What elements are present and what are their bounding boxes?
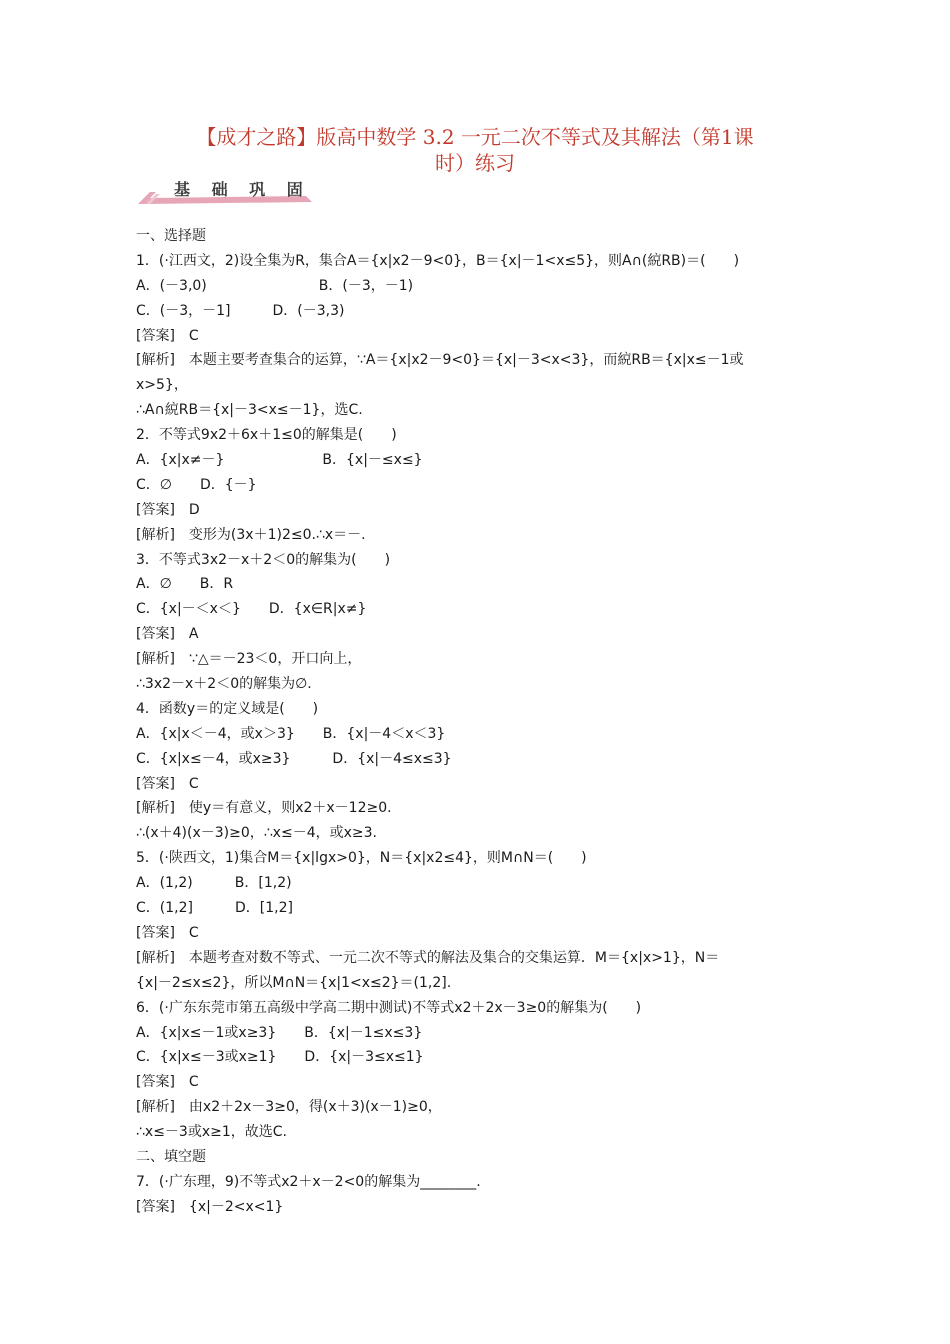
text-line: [解析] 由x2＋2x－3≥0，得(x＋3)(x－1)≥0， bbox=[136, 1099, 442, 1116]
text-line: C．∅ D．{－} bbox=[136, 476, 257, 493]
text-line: 2．不等式9x2＋6x＋1≤0的解集是( ) bbox=[136, 427, 397, 444]
text-line: x>5}， bbox=[136, 377, 188, 394]
text-line: [答案] C bbox=[136, 924, 199, 941]
text-line: ∴3x2－x＋2＜0的解集为∅. bbox=[136, 676, 312, 693]
text-line: [解析] ∵△＝－23＜0，开口向上， bbox=[136, 651, 362, 668]
text-line: {x|－2≤x≤2}，所以M∩N＝{x|1<x≤2}＝(1,2]. bbox=[136, 974, 452, 991]
text-line: 二、填空题 bbox=[136, 1148, 206, 1165]
text-line: A．{x|x≠－} B．{x|－≤x≤} bbox=[136, 452, 423, 469]
banner-label: 基 础 巩 固 bbox=[174, 180, 311, 199]
text-line: 5．(·陕西文，1)集合M＝{x|lgx>0}，N＝{x|x2≤4}，则M∩N＝( ) bbox=[136, 850, 587, 867]
text-line: [解析] 本题主要考查集合的运算，∵A＝{x|x2－9<0}＝{x|－3<x<3}，而綂RB＝{x|x≤－1或 bbox=[136, 352, 744, 369]
text-line: 4．函数y＝的定义域是( ) bbox=[136, 700, 319, 717]
text-line: [答案] C bbox=[136, 775, 199, 792]
text-line: 6．(·广东东莞市第五高级中学高二期中测试)不等式x2＋2x－3≥0的解集为( ) bbox=[136, 999, 642, 1016]
text-line: A．(1,2) B．[1,2) bbox=[136, 875, 292, 892]
section-banner bbox=[136, 176, 316, 206]
text-line: [答案] {x|－2<x<1} bbox=[136, 1198, 284, 1215]
text-line: C．{x|x≤－4，或x≥3} D．{x|－4≤x≤3} bbox=[136, 750, 452, 767]
text-line: [答案] C bbox=[136, 327, 199, 344]
text-line: 1．(·江西文，2)设全集为R，集合A＝{x|x2－9<0}，B＝{x|－1<x≤5}，则A∩(綂RB)＝( ) bbox=[136, 252, 740, 269]
text-line: [答案] C bbox=[136, 1074, 199, 1091]
text-line: [解析] 使y＝有意义，则x2＋x－12≥0. bbox=[136, 800, 392, 817]
text-line: 一、选择题 bbox=[136, 228, 206, 244]
text-line: ∴x≤－3或x≥1，故选C. bbox=[136, 1124, 287, 1141]
text-line: [答案] D bbox=[136, 501, 200, 518]
text-line: A．{x|x≤－1或x≥3} B．{x|－1≤x≤3} bbox=[136, 1024, 423, 1041]
text-line: A．{x|x＜－4，或x＞3} B．{x|－4＜x＜3} bbox=[136, 725, 446, 742]
document-title bbox=[130, 124, 820, 176]
text-line: 7．(·广东理，9)不等式x2＋x－2<0的解集为________. bbox=[136, 1173, 481, 1190]
text-line: C．{x|－＜x＜} D．{x∈R|x≠} bbox=[136, 601, 367, 618]
text-line: ∴(x＋4)(x－3)≥0，∴x≤－4，或x≥3. bbox=[136, 825, 377, 842]
text-line: [答案] A bbox=[136, 626, 199, 643]
text-line: A．∅ B．R bbox=[136, 576, 234, 593]
title-line-2: 时）练习 bbox=[435, 151, 515, 175]
text-line: A．(－3,0) B．(－3，－1) bbox=[136, 277, 414, 294]
text-line: C．{x|x≤－3或x≥1} D．{x|－3≤x≤1} bbox=[136, 1049, 424, 1066]
text-line: [解析] 变形为(3x＋1)2≤0.∴x＝－. bbox=[136, 526, 366, 543]
title-line-1: 【成才之路】版高中数学 3.2 一元二次不等式及其解法（第1课 bbox=[196, 125, 754, 149]
text-line: 3．不等式3x2－x＋2＜0的解集为( ) bbox=[136, 551, 391, 568]
text-line: C．(－3，－1] D．(－3,3) bbox=[136, 302, 345, 319]
document-body bbox=[136, 224, 826, 1220]
text-line: C．(1,2] D．[1,2] bbox=[136, 900, 293, 917]
text-line: ∴A∩綂RB＝{x|－3<x≤－1}，选C. bbox=[136, 402, 363, 419]
text-line: [解析] 本题考查对数不等式、一元二次不等式的解法及集合的交集运算．M＝{x|x>1}，N＝ bbox=[136, 949, 720, 966]
